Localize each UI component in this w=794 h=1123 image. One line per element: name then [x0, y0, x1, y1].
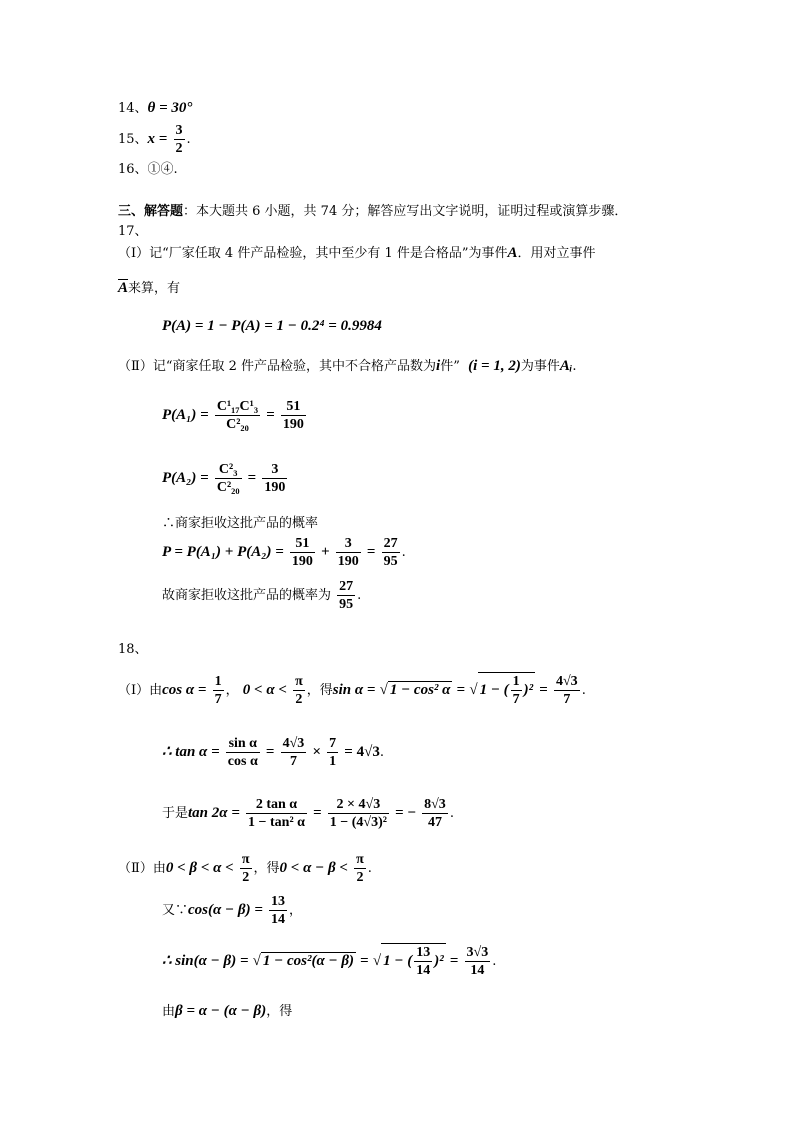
question-18-number: 18、 [118, 642, 148, 657]
q18-part1-tan: ∴ tan α = $\frac{\text{sin α}}{\text{cos α}}$ = $\frac{4√3}{7}$ × $\frac{7}{1}$ = 4√3. [162, 736, 384, 769]
q17-total-probability: P = P(A₁) + P(A₂) = $\frac{51}{190}$ + $\frac{3}{190}$ = $\frac{27}{95}$ . [162, 536, 406, 569]
q17-part1-text-line2: $\overline{A}$来算，有 [118, 280, 181, 296]
question-17-number: 17、 [118, 224, 148, 239]
q17-part1-text: （Ⅰ）记“厂家任取 4 件产品检验，其中至少有 1 件是合格品”为事件A．用对立事件 [118, 245, 596, 261]
answer-15: 15、x = $\frac{3}{2}$ . [118, 123, 191, 156]
q18-part2-last: 由β = α − (α − β)，得 [162, 1003, 293, 1019]
q17-part1-formula: P(A) = 1 − P(A) = 1 − 0.2⁴ = 0.9984 [162, 318, 382, 334]
q17-pa1-formula: P(A₁) = $\frac{\text{C¹₁₇C¹₃}}{\text{C²₂₀}}$ = $\frac{51}{190}$ [162, 399, 304, 432]
q17-therefore-text: ∴商家拒收这批产品的概率 [162, 516, 319, 531]
section-heading: 三、解答题：本大题共 6 小题，共 74 分；解答应写出文字说明，证明过程或演算步骤． [118, 204, 628, 219]
answer-14-expr: θ = 30° [147, 100, 193, 116]
q17-conclusion: 故商家拒收这批产品的概率为 $\frac{27}{95}$ . [162, 579, 362, 612]
q18-part2-sin: ∴ sin(α − β) = √ 1 − cos²(α − β) = √ 1 − ( $\frac{13}{14}$ )² = $\frac{3√3}{14}$ . [162, 945, 497, 978]
q18-part1-sin: （Ⅰ）由cos α = $\frac{1}{7}$ ， 0 < α < $\frac{\pi}{2}$ ，得sin α = √ 1 − cos² α = √ 1 − ( $\frac{1}{7}$ )² = $\frac{4√3}{7}$ . [118, 674, 586, 707]
fraction: $\frac{3}{2}$ [175, 123, 183, 156]
answer-14: 14、θ = 30° [118, 100, 193, 116]
q18-part2-range: （Ⅱ）由0 < β < α < $\frac{\pi}{2}$ ，得0 < α − β < $\frac{\pi}{2}$ . [118, 852, 372, 885]
q17-part2-text: （Ⅱ）记“商家任取 2 件产品检验，其中不合格产品数为i件” (i = 1, 2)为事件Aᵢ. [118, 358, 577, 374]
q18-part2-cos: 又∵cos(α − β) = $\frac{13}{14}$ ， [162, 894, 303, 927]
q17-pa2-formula: P(A₂) = $\frac{\text{C²₃}}{\text{C²₂₀}}$ = $\frac{3}{190}$ [162, 462, 286, 495]
q18-part1-tan2: 于是tan 2α = $\frac{\text{2 tan α}}{\text{1 − tan² α}}$ = $\frac{2 \times 4√3}{\text{1 − (4√3)²}}$ = − $\frac{8√3}{47}$ . [162, 797, 454, 830]
answer-16: 16、①④. [118, 162, 178, 177]
